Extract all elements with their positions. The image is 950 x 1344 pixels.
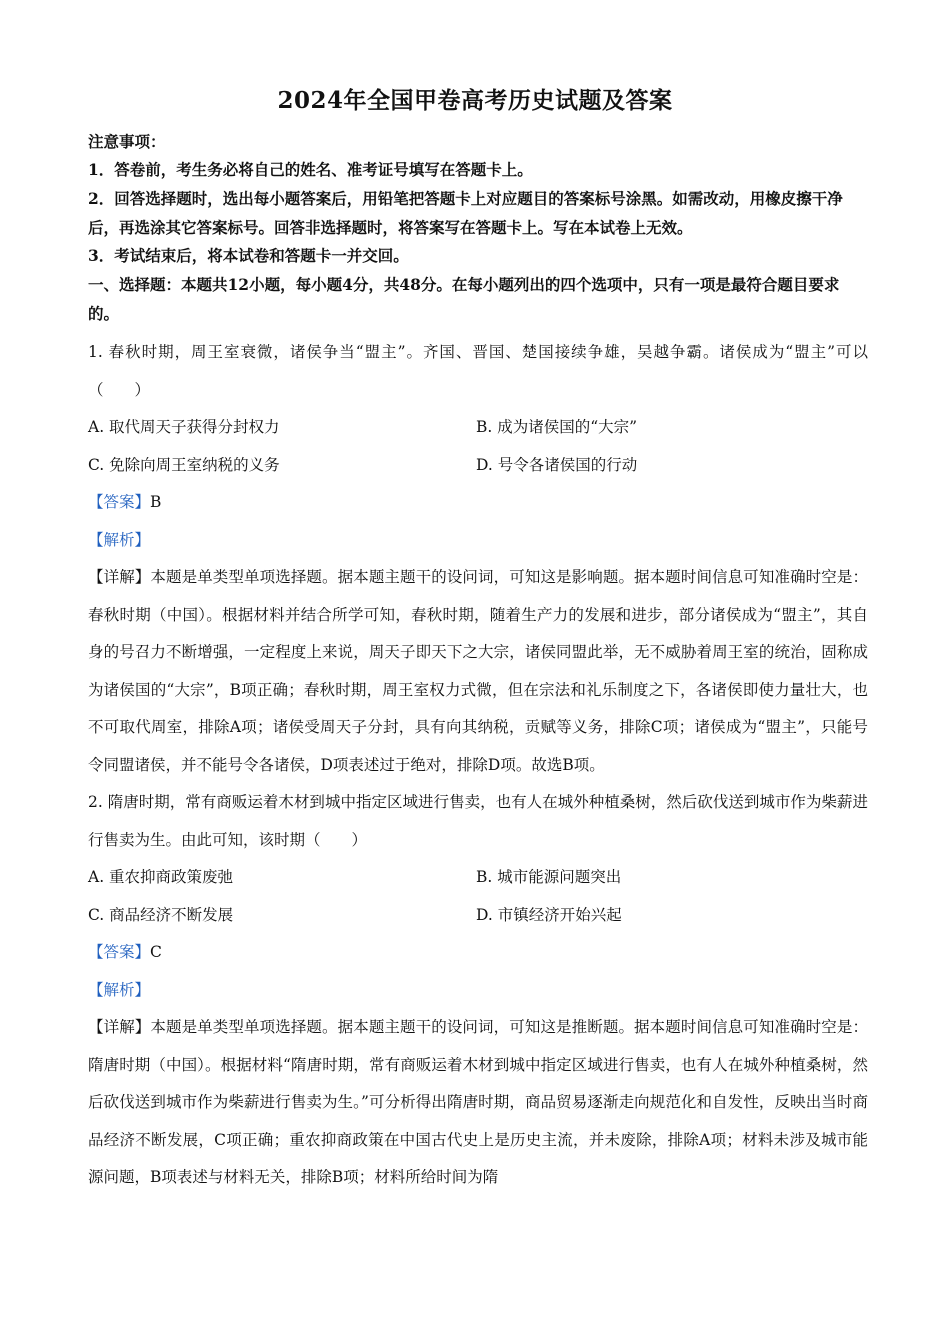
detail-paragraph xyxy=(88,1009,868,1197)
detail-tag: 【详解】 xyxy=(88,1018,151,1036)
detail-paragraph xyxy=(88,559,868,784)
option-b: B. 成为诸侯国的“大宗” xyxy=(476,418,638,436)
answer-value: B xyxy=(150,493,162,511)
option-a: A. 重农抑商政策废弛 xyxy=(88,868,234,886)
detail-tag: 【详解】 xyxy=(88,568,151,586)
answer-tag: 【答案】 xyxy=(88,943,151,961)
option-c: C. 商品经济不断发展 xyxy=(88,905,234,924)
analysis-tag: 【解析】 xyxy=(88,530,151,549)
option-d: D. 市镇经济开始兴起 xyxy=(476,905,622,924)
option-d: D. 号令各诸侯国的行动 xyxy=(476,455,638,474)
question-2 xyxy=(88,784,868,1197)
analysis-tag: 【解析】 xyxy=(88,980,151,999)
question-stem: 2. 隋唐时期，常有商贩运着木材到城中指定区域进行售卖，也有人在城外种植桑树，然后砍伐送到城市作为柴薪进行售卖为生。由此可知，该时期（ ） xyxy=(88,793,868,849)
instruction-item: 3．考试结束后，将本试卷和答题卡一并交回。 xyxy=(88,246,409,265)
answer-value: C xyxy=(150,943,162,961)
answer-tag: 【答案】 xyxy=(88,493,151,511)
option-c: C. 免除向周王室纳税的义务 xyxy=(88,455,280,474)
question-1 xyxy=(88,334,868,784)
question-stem: 1. 春秋时期，周王室衰微，诸侯争当“盟主”。齐国、晋国、楚国接续争雄，吴越争霸。诸侯成为“盟主”可以（ ） xyxy=(88,343,868,399)
option-b: B. 城市能源问题突出 xyxy=(476,868,622,886)
instruction-item: 1．答卷前，考生务必将自己的姓名、准考证号填写在答题卡上。 xyxy=(88,160,533,179)
analysis-line xyxy=(88,972,868,1010)
questions-block xyxy=(88,334,868,1197)
option-a: A. 取代周天子获得分封权力 xyxy=(88,418,280,436)
option-list xyxy=(88,409,868,484)
instructions-heading: 注意事项： xyxy=(88,132,166,151)
section-heading: 一、选择题：本题共12小题，每小题4分，共48分。在每小题列出的四个选项中，只有一项是最符合题目要求的。 xyxy=(88,275,840,323)
instruction-item: 2．回答选择题时，选出每小题答案后，用铅笔把答题卡上对应题目的答案标号涂黑。如需改动，用橡皮擦干净后，再选涂其它答案标号。回答非选择题时，将答案写在答题卡上。写在本试卷上无效。 xyxy=(88,189,843,237)
option-list xyxy=(88,859,868,934)
answer-line xyxy=(88,934,868,972)
detail-text: 本题是单类型单项选择题。据本题主题干的设问词，可知这是推断题。据本题时间信息可知准确时空是：隋唐时期（中国）。根据材料“隋唐时期，常有商贩运着木材到城中指定区域进行售卖，也有人在城外种植桑树，然后砍伐送到城市作为柴薪进行售卖为生。”可分析得出隋唐时期，商品贸易逐渐走向规范化和自发性，反映出当时商品经济不断发展，C项正确；重农抑商政策在中国古代史上是历史主流，并未废除，排除A项；材料未涉及城市能源问题，B项表述与材料无关，排除B项；材料所给时间为隋 xyxy=(88,1018,868,1186)
answer-line xyxy=(88,484,868,522)
analysis-line xyxy=(88,522,868,560)
instructions-block xyxy=(88,128,868,328)
page-title: 2024年全国甲卷高考历史试题及答案 xyxy=(277,87,673,114)
detail-text: 本题是单类型单项选择题。据本题主题干的设问词，可知这是影响题。据本题时间信息可知准确时空是：春秋时期（中国）。根据材料并结合所学可知，春秋时期，随着生产力的发展和进步，部分诸侯成为“盟主”，其自身的号召力不断增强，一定程度上来说，周天子即天下之大宗，诸侯同盟此举，无不威胁着周王室的统治，固称成为诸侯国的“大宗”，B项正确；春秋时期，周王室权力式微，但在宗法和礼乐制度之下，各诸侯即使力量壮大，也不可取代周室，排除A项；诸侯受周天子分封，具有向其纳税，贡赋等义务，排除C项；诸侯成为“盟主”，只能号令同盟诸侯，并不能号令各诸侯，D项表述过于绝对，排除D项。故选B项。 xyxy=(88,568,868,774)
